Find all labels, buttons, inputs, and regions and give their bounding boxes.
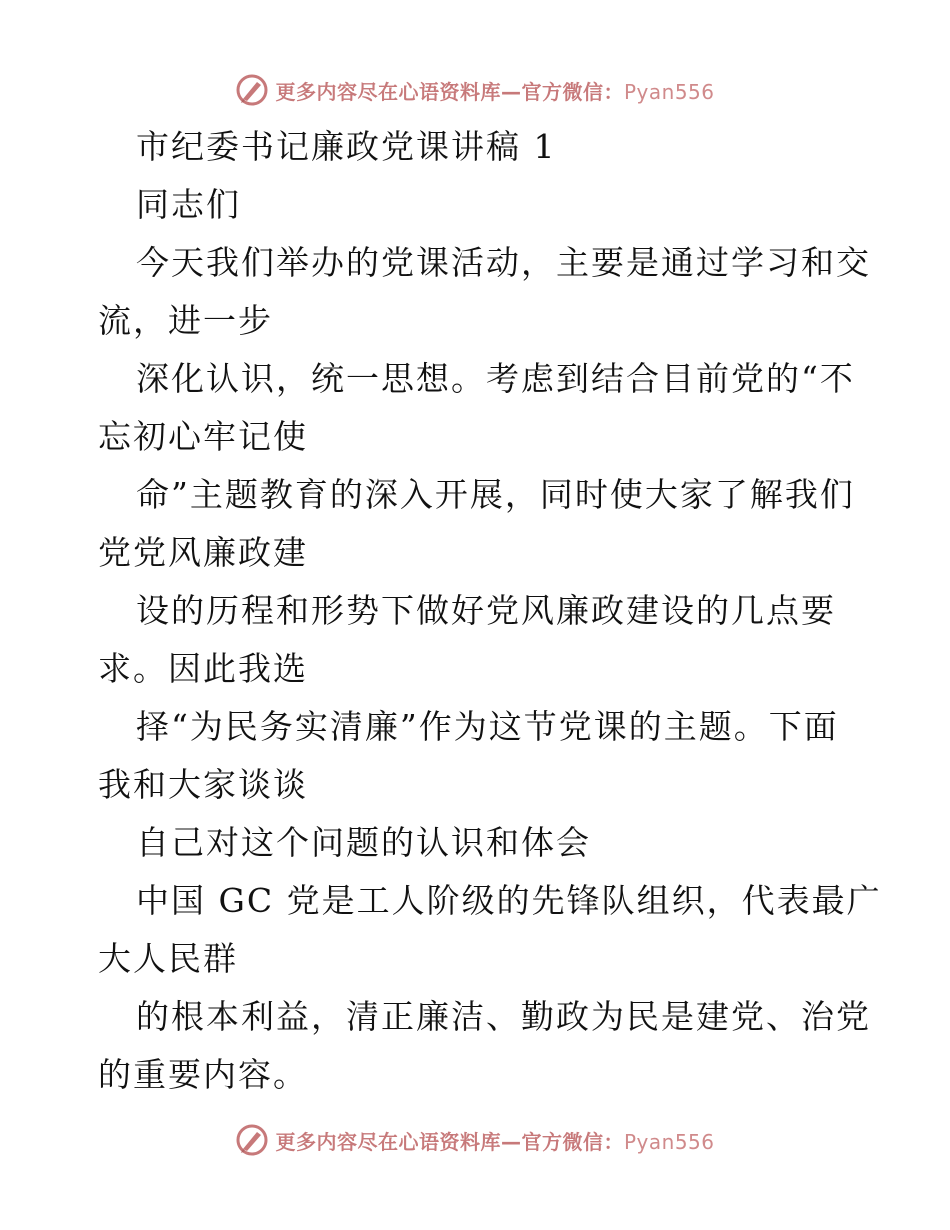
footer-watermark [0,1120,950,1160]
paragraph-line: 大人民群 [98,939,238,978]
paragraph-line: 中国 GC 党是工人阶级的先锋队组织，代表最广 [136,881,882,920]
paragraph-line: 的根本利益，清正廉洁、勤政为民是建党、治党 [136,997,871,1036]
paragraph-line: 的重要内容。 [98,1055,308,1094]
pen-logo-icon [235,73,269,107]
paragraph-line: 党党风廉政建 [98,533,308,572]
paragraph-line: 今天我们举办的党课活动，主要是通过学习和交 [136,243,871,282]
header-watermark [0,70,950,110]
document-title: 市纪委书记廉政党课讲稿 1 [136,127,557,166]
paragraph-line: 自己对这个问题的认识和体会 [136,823,591,862]
paragraph-line: 求。因此我选 [98,649,308,688]
watermark-wechat-id: Pyan556 [623,1129,715,1154]
watermark-cn-text: 更多内容尽在心语资料库—官方微信： [275,1129,624,1154]
document-body [98,118,882,1104]
paragraph-line: 深化认识，统一思想。考虑到结合目前党的“不 [136,359,855,398]
paragraph-line: 命”主题教育的深入开展，同时使大家了解我们 [136,475,855,514]
paragraph-line: 忘初心牢记使 [98,417,308,456]
paragraph-line: 流，进一步 [98,301,273,340]
paragraph-line: 设的历程和形势下做好党风廉政建设的几点要 [136,591,836,630]
watermark-wechat-id: Pyan556 [623,79,715,104]
paragraph-line: 择“为民务实清廉”作为这节党课的主题。下面 [136,707,839,746]
watermark-text [275,76,714,105]
watermark-cn-text: 更多内容尽在心语资料库—官方微信： [275,79,624,104]
watermark-text [275,1126,714,1155]
salutation: 同志们 [136,185,241,224]
paragraph-line: 我和大家谈谈 [98,765,308,804]
pen-logo-icon [235,1123,269,1157]
